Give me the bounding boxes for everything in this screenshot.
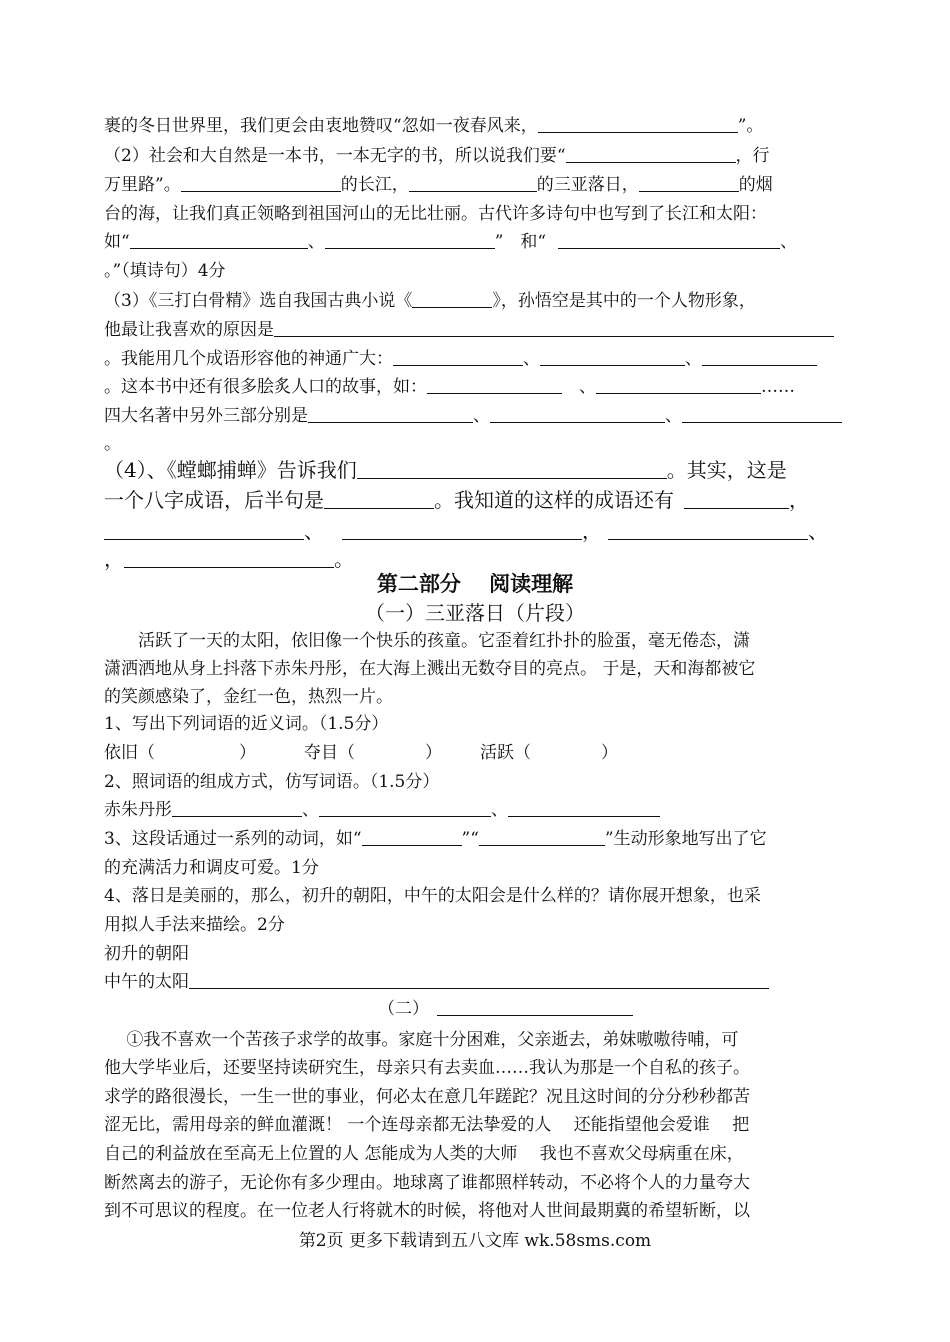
text: ， [104, 547, 124, 571]
passage-line: 断然离去的游子，无论你有多少理由。地球离了谁都照样转动，不必将个人的力量夸大 [104, 1173, 750, 1193]
passage-line: ①我不喜欢一个苦孩子求学的故事。家庭十分困难，父亲逝去，弟妹嗷嗷待哺，可 [104, 1030, 739, 1050]
text: 、 [491, 800, 508, 820]
blank-field[interactable] [540, 347, 685, 366]
text: ， [582, 519, 602, 543]
text: 依旧（ [104, 743, 155, 763]
text-line [104, 258, 226, 284]
blank-field[interactable] [124, 549, 334, 568]
text: ”生动形象地写出了它 [604, 829, 767, 849]
title-blank-field[interactable] [437, 997, 633, 1016]
blank-field[interactable] [362, 827, 462, 846]
text: …… [761, 377, 795, 397]
text-line [104, 346, 817, 372]
blank-field[interactable] [409, 173, 537, 192]
text: ”“ [461, 829, 479, 849]
text: ，行 [735, 146, 770, 166]
text: 》，孙悟空是其中的一个人物形象， [492, 291, 756, 311]
text: 、 [302, 800, 319, 820]
passage-line: 求学的路很漫长，一生一世的事业，何必太在意几年蹉跎？况且这时间的分分秒秒都苦 [104, 1087, 750, 1107]
passage-line: 潇洒洒地从身上抖落下赤朱丹彤，在大海上溅出无数夺目的亮点。 于是，天和海都被它 [104, 659, 756, 679]
text-line [104, 143, 770, 169]
blank-field[interactable] [490, 404, 665, 423]
blank-field[interactable] [596, 375, 761, 394]
question-line: 2、照词语的组成方式，仿写词语。（1.5分） [104, 772, 440, 792]
page-footer: 第2页 更多下载请到五八文库 wk.58sms.com [298, 1231, 652, 1251]
blank-field[interactable] [479, 827, 605, 846]
text: 、 [562, 377, 596, 397]
text: 、 [307, 232, 325, 252]
question-line [104, 826, 767, 852]
text: 活跃（ [480, 743, 531, 763]
blank-field[interactable] [342, 521, 582, 540]
blank-field[interactable] [130, 230, 308, 249]
blank-field[interactable] [566, 144, 736, 163]
passage-line: 自己的利益放在至高无上位置的人 怎能成为人类的大师 我也不喜欢父母病重在床， [104, 1144, 744, 1164]
blank-field[interactable] [172, 798, 302, 817]
text: ” 和“ [494, 232, 547, 252]
text: 的烟 [738, 175, 773, 195]
blank-field[interactable] [684, 490, 789, 509]
text: 、 [780, 232, 798, 252]
text: （2）社会和大自然是一本书，一本无字的书，所以说我们要“ [104, 146, 566, 166]
text: 他最让我喜欢的原因是 [104, 320, 274, 340]
blank-field[interactable] [682, 404, 842, 423]
text-line [104, 516, 828, 546]
blank-field[interactable] [538, 114, 738, 133]
text: 3、这段话通过一系列的动词，如“ [104, 829, 362, 849]
question-line [104, 969, 769, 995]
blank-field[interactable] [181, 173, 341, 192]
blank-field[interactable] [274, 318, 834, 337]
text: 、 [473, 406, 490, 426]
blank-field[interactable] [324, 490, 434, 509]
text-line [104, 485, 809, 515]
text: 台的海，让我们真正领略到祖国河山的无比壮丽。古代许多诗句中也写到了长江和太阳： [104, 204, 767, 224]
blank-field[interactable] [189, 970, 769, 989]
section-heading: 第二部分 阅读理解 [376, 572, 574, 596]
text: 。我知道的这样的成语还有 [434, 488, 674, 512]
text: 赤朱丹彤 [104, 800, 172, 820]
text: 、 [665, 406, 682, 426]
text: 。这本书中还有很多脍炙人口的故事，如： [104, 377, 427, 397]
text: （4）、《螳螂捕蝉》告诉我们 [104, 458, 357, 482]
blank-field[interactable] [325, 230, 495, 249]
text: 夺目（ [304, 743, 355, 763]
passage-title: （一）三亚落日（片段） [365, 601, 585, 625]
text: 、 [685, 349, 702, 369]
text: （3）《三打白骨精》选自我国古典小说《 [104, 291, 413, 311]
text-line [104, 229, 797, 255]
passage-line: 活跃了一天的太阳，依旧像一个快乐的孩童。它歪着红扑扑的脸蛋，毫无倦态，潇 [104, 631, 750, 651]
text-line [104, 201, 767, 227]
text: 、 [304, 519, 324, 543]
text: 初升的朝阳 [104, 944, 189, 964]
text: ”。 [737, 116, 764, 136]
passage-line: 涩无比，需用母亲的鲜血灌溉！ 一个连母亲都无法挚爱的人 还能指望他会爱谁 把 [104, 1115, 750, 1135]
text-line [104, 374, 795, 400]
blank-field[interactable] [412, 289, 492, 308]
text-line [104, 172, 773, 198]
question-line: 4、落日是美丽的，那么，初升的朝阳，中午的太阳会是什么样的？请你展开想象，也采 [104, 886, 761, 906]
text-line [104, 455, 787, 485]
blank-field[interactable] [608, 521, 808, 540]
text-line [104, 403, 842, 429]
question-line: 1、写出下列词语的近义词。（1.5分） [104, 714, 389, 734]
passage-line: 到不可思议的程度。在一位老人行将就木的时候，将他对人世间最期冀的希望斩断，以 [104, 1201, 750, 1221]
text: 的三亚落日， [536, 175, 639, 195]
text: 万里路”。 [104, 175, 181, 195]
text-line [104, 288, 756, 314]
passage-line: 的笑颜感染了，金红一色，热烈一片。 [104, 687, 393, 707]
text: 如“ [104, 232, 130, 252]
blank-field[interactable] [393, 347, 523, 366]
text-line [104, 113, 763, 139]
blank-field[interactable] [639, 173, 739, 192]
question-line [104, 941, 189, 967]
text: 。”（填诗句）4分 [104, 261, 226, 281]
text: 四大名著中另外三部分别是 [104, 406, 308, 426]
text: 的长江， [340, 175, 409, 195]
text: （二） [378, 999, 429, 1019]
text: ） [425, 743, 442, 763]
question-line: 用拟人手法来描绘。2分 [104, 915, 285, 935]
text: 。 [334, 547, 354, 571]
text: 中午的太阳 [104, 972, 189, 992]
blank-field[interactable] [558, 230, 780, 249]
text: 、 [523, 349, 540, 369]
blank-field[interactable] [319, 798, 491, 817]
text: ） [601, 743, 618, 763]
blank-field[interactable] [104, 521, 304, 540]
blank-field[interactable] [427, 375, 562, 394]
passage-title [378, 996, 633, 1022]
text: 、 [808, 519, 828, 543]
text-line [104, 317, 834, 343]
blank-field[interactable] [357, 460, 667, 479]
text: 一个八字成语，后半句是 [104, 488, 324, 512]
text: 裹的冬日世界里，我们更会由衷地赞叹“忽如一夜春风来， [104, 116, 538, 136]
question-line [104, 797, 660, 823]
blank-field[interactable] [308, 404, 473, 423]
passage-line: 他大学毕业后，还要坚持读研究生，母亲只有去卖血……我认为那是一个自私的孩子。 [104, 1058, 750, 1078]
text: 。 [104, 434, 121, 454]
text-line [104, 431, 121, 457]
text: ， [789, 488, 809, 512]
question-line: 的充满活力和调皮可爱。1分 [104, 858, 319, 878]
blank-field[interactable] [702, 347, 817, 366]
text: 。其实，这是 [666, 458, 787, 482]
blank-field[interactable] [508, 798, 660, 817]
question-line [104, 740, 618, 766]
text: ） [239, 743, 256, 763]
text: 。我能用几个成语形容他的神通广大： [104, 349, 393, 369]
